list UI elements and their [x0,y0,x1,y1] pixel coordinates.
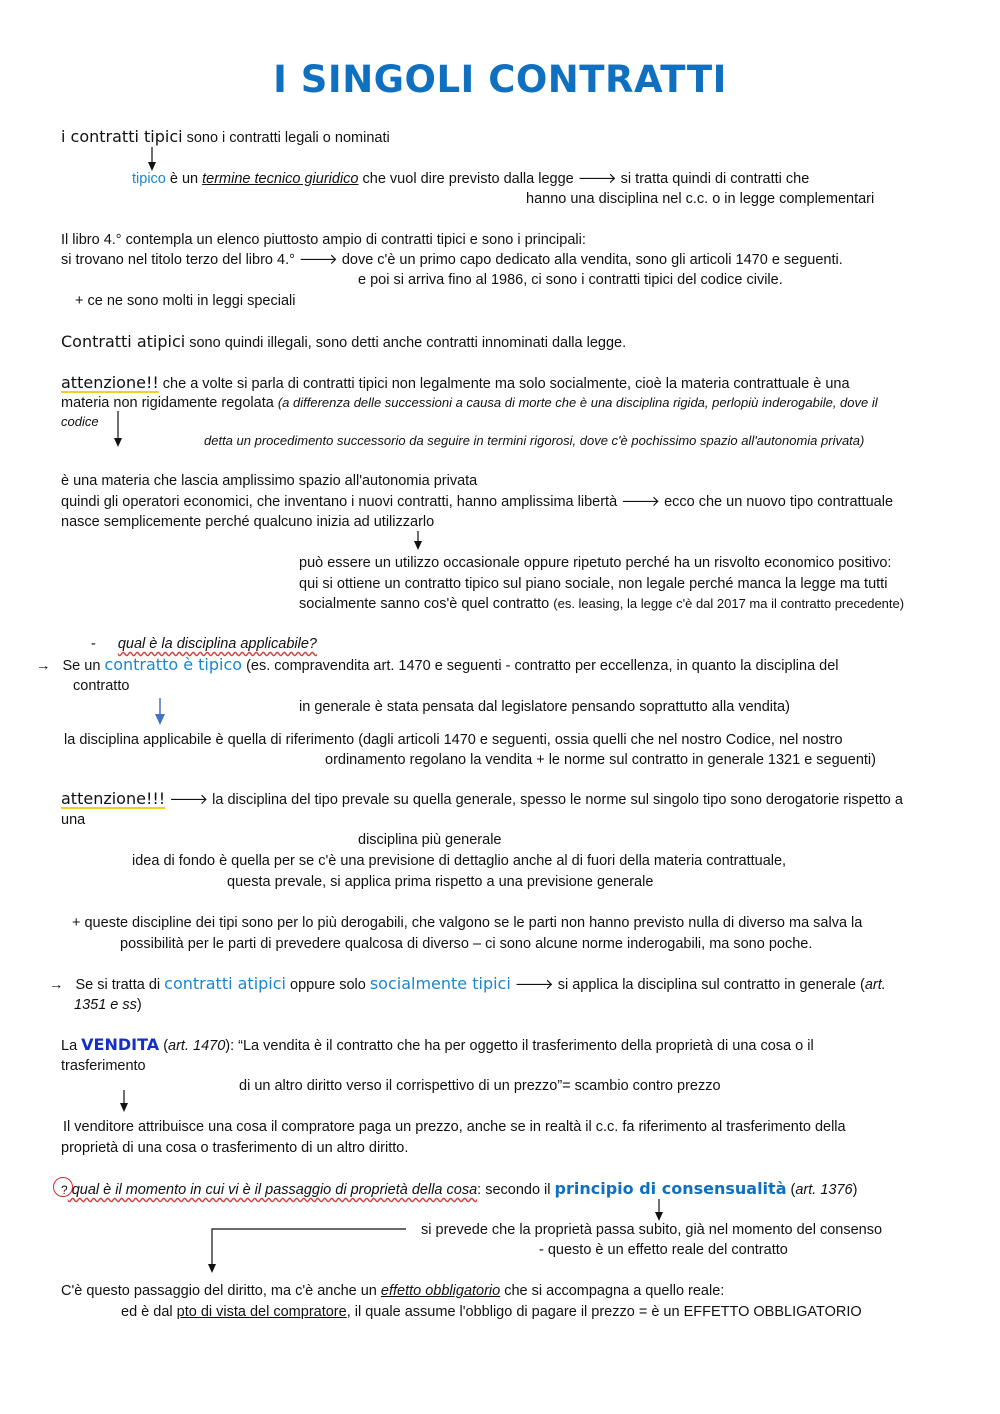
text: la disciplina del tipo prevale su quella generale, spesso le norme sul singolo tipo sono derogatorie rispetto a [208,792,903,808]
text: oppure solo [285,977,370,993]
note: (es. leasing, la legge c'è dal 2017 ma il contratto precedente) [553,596,905,611]
arrow-down-icon [655,1199,663,1221]
article-ref: 1351 e ss [74,997,137,1013]
note: (a differenza delle successioni a causa di morte che è una disciplina rigida, perlopiù inderogabile, dove il [277,395,878,410]
question-mark: ? [61,1183,68,1197]
arrow-right-icon: 🡒 [577,171,617,187]
line-38: proprietà di una cosa o trasferimento di un altro diritto. [61,1140,409,1156]
text: : secondo il [477,1182,555,1198]
line-29: questa prevale, si applica prima rispetto a una previsione generale [227,874,654,890]
term-compratore: pto di vista del compratore [176,1304,347,1320]
line-12: detta un procedimento successorio da seguire in termini rigorosi, dove c'è pochissimo spazio all'autonomia privata) [204,433,865,448]
line-21: contratto [73,678,130,694]
line-22: in generale è stata pensata dal legislatore pensando soprattutto alla vendita) [299,699,790,715]
line-26: una [61,812,86,828]
line-6: e poi si arriva fino al 1986, ci sono i contratti tipici del codice civile. [358,272,783,288]
term-contratto-tipico: contratto è tipico [104,655,243,674]
line-4: Il libro 4.° contempla un elenco piuttosto ampio di contratti tipici e sono i principali: [61,232,586,248]
line-40: si prevede che la proprietà passa subito, già nel momento del consenso [421,1222,883,1238]
line-13: è una materia che lascia amplissimo spazio all'autonomia privata [61,473,478,489]
text: sono quindi illegali, sono detti anche contratti innominati dalla legge. [185,335,627,351]
arrow-down-icon [414,531,422,550]
elbow-arrow-icon [208,1229,406,1273]
text: ( [159,1038,169,1054]
line-7: + ce ne sono molti in leggi speciali [75,293,296,309]
text: ed è dal [121,1304,177,1320]
term-tecnico-giuridico: termine tecnico giuridico [202,171,359,187]
line-11: codice [61,414,99,429]
arrow-down-icon [120,1090,128,1112]
article-ref: art. 1470 [168,1038,226,1054]
line-35: trasferimento [61,1058,146,1074]
text: ): “La vendita è il contratto che ha per oggetto il trasferimento della proprietà di una cosa o il [225,1038,814,1054]
line-30: + queste discipline dei tipi sono per lo più derogabili, che valgono se le parti non hanno previsto nulla di diverso ma salva la [72,915,863,931]
text: ) [852,1182,858,1198]
text: ( [786,1182,796,1198]
text: (es. compravendita art. 1470 e seguenti - contratto per eccellenza, in quanto la disciplina del [242,658,839,674]
page-title: I SINGOLI CONTRATTI [273,58,727,101]
text: ) [136,997,142,1013]
arrow-right-icon: 🡒 [165,792,209,808]
arrow-right-icon: 🡒 [621,494,661,510]
text: sono i contratti legali o nominati [182,130,390,146]
text: quindi gli operatori economici, che inventano i nuovi contratti, hanno amplissima libertà [61,494,622,510]
term-vendita: VENDITA [81,1035,160,1054]
text: che vuol dire previsto dalla legge [358,171,578,187]
text: Se un [62,658,105,674]
text: La [61,1038,82,1054]
line-3: hanno una disciplina nel c.c. o in legge complementari [526,191,875,207]
arrow-down-icon [114,411,122,447]
text: socialmente sanno cos'è quel contratto [299,596,554,612]
text: , il quale assume l'obbligo di pagare il prezzo = è un EFFETTO OBBLIGATORIO [346,1304,862,1320]
bullet: - [91,636,96,652]
text: materia non rigidamente regolata [61,395,278,411]
question-text: qual è la disciplina applicabile? [117,636,317,652]
article-ref: art. [864,977,886,993]
text: Se si tratta di [75,977,165,993]
text: è un [165,171,203,187]
arrow-down-icon [148,147,156,171]
term-contratti-atipici: Contratti atipici [61,332,186,351]
arrow-right-icon: 🡒 [298,252,338,268]
arrow-right-icon: 🡒 [510,977,554,993]
text: che si accompagna a quello reale: [500,1283,725,1299]
arrow-bullet-icon: → [49,977,64,993]
term-effetto-obbligatorio: effetto obbligatorio [380,1283,501,1299]
text: idea di fondo è quella per se c'è una previsione di dettaglio anche al di fuori della materia contrattuale, [132,853,787,869]
question-text: qual è il momento in cui vi è il passaggio di proprietà della cosa [67,1182,478,1198]
term-principio-consensualita: principio di consensualità [554,1179,787,1198]
line-37: Il venditore attribuisce una cosa il compratore paga un prezzo, anche se in realtà il c.c. fa riferimento al trasferimento della [63,1119,846,1135]
line-41: - questo è un effetto reale del contratto [539,1242,788,1258]
term-tipico: tipico [132,171,166,187]
line-24: ordinamento regolano la vendita + le norme sul contratto in generale 1321 e seguenti) [325,752,876,768]
line-36: di un altro diritto verso il corrispettivo di un prezzo”= scambio contro prezzo [239,1078,721,1094]
line-27: disciplina più generale [358,832,502,848]
text: ecco che un nuovo tipo contrattuale [660,494,894,510]
text: si tratta quindi di contratti che [616,171,810,187]
text: si applica la disciplina sul contratto in generale ( [553,977,865,993]
line-15: nasce semplicemente perché qualcuno inizia ad utilizzarlo [61,514,435,530]
arrow-bullet-icon: → [36,658,51,674]
text: si trovano nel titolo terzo del libro 4.° [61,252,299,268]
article-ref: art. 1376 [795,1182,853,1198]
text: che a volte si parla di contratti tipici non legalmente ma solo socialmente, cioè la materia contrattuale è una [158,376,850,392]
term-socialmente-tipici: socialmente tipici [369,974,511,993]
line-31: possibilità per le parti di prevedere qualcosa di diverso – ci sono alcune norme inderogabili, ma sono poche. [120,936,813,952]
attenzione-label: attenzione!! [61,373,159,392]
line-23: la disciplina applicabile è quella di riferimento (dagli articoli 1470 e seguenti, ossia quelli che nel nostro Codice, nel nostro [64,732,843,748]
arrow-down-blue-icon [155,698,165,725]
text: C'è questo passaggio del diritto, ma c'è anche un [61,1283,381,1299]
line-17: qui si ottiene un contratto tipico sul piano sociale, non legale perché manca la legge ma tutti [299,576,888,592]
text: dove c'è un primo capo dedicato alla vendita, sono gli articoli 1470 e seguenti. [337,252,843,268]
attenzione-label: attenzione!!! [61,789,166,808]
term-contratti-tipici: i contratti tipici [61,127,183,146]
term-contratti-atipici: contratti atipici [164,974,286,993]
line-16: può essere un utilizzo occasionale oppure ripetuto perché ha un risvolto economico positivo: [299,555,892,571]
